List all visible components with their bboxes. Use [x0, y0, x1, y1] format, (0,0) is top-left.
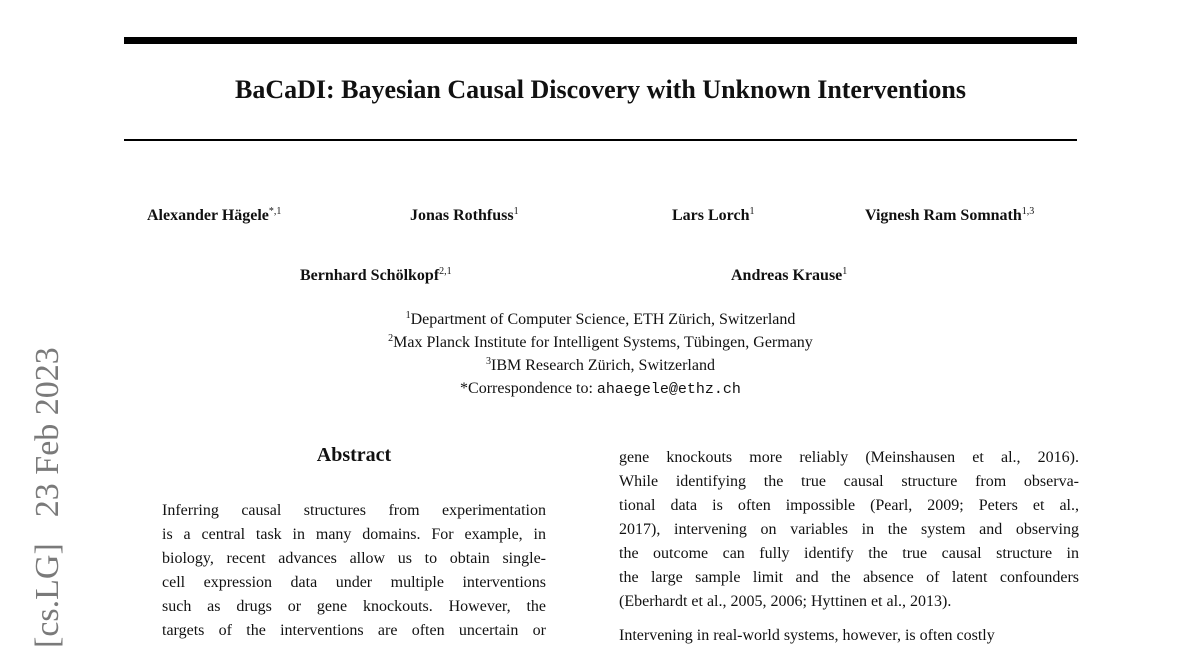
- body-line: While identifying the true causal structure from observa-: [619, 473, 1079, 490]
- author-6: Andreas Krause$^1$: [731, 266, 848, 284]
- abstract-line: is a central task in many domains. For example, in: [162, 526, 546, 543]
- affiliation-1: $^1$Department of Computer Science, ETH Zürich, Switzerland: [405, 310, 796, 328]
- affiliations: [124, 308, 1077, 401]
- body-line: gene knockouts more reliably (Meinshausen et al., 2016).: [619, 449, 1079, 466]
- body-line: 2017), intervening on variables in the system and observing: [619, 521, 1079, 538]
- email-link[interactable]: ahaegele@ethz.ch: [596, 381, 741, 398]
- arxiv-category: [cs.LG]: [29, 543, 66, 648]
- body-line: Intervening in real-world systems, however, is often costly: [619, 627, 995, 644]
- author-5: Bernhard Schölkopf$^{2,1}$: [300, 266, 452, 284]
- body-line: tional data is often impossible (Pearl, 2009; Peters et al.,: [619, 497, 1079, 514]
- affiliation-2: $^2$Max Planck Institute for Intelligent Systems, Tübingen, Germany: [388, 333, 813, 351]
- author-2: Jonas Rothfuss$^1$: [410, 206, 519, 224]
- correspondence: *Correspondence to: ahaegele@ethz.ch: [460, 380, 741, 398]
- paper-title: BaCaDI: Bayesian Causal Discovery with Unknown Interventions: [235, 75, 966, 104]
- top-rule: [124, 37, 1077, 44]
- abstract-line: Inferring causal structures from experimentation: [162, 502, 546, 519]
- abstract-line: biology, recent advances allow us to obtain single-: [162, 550, 546, 567]
- abstract-line: cell expression data under multiple interventions: [162, 574, 546, 591]
- author-4: Vignesh Ram Somnath$^{1,3}$: [865, 206, 1035, 224]
- affiliation-3: $^3$IBM Research Zürich, Switzerland: [486, 356, 715, 374]
- arxiv-date: 23 Feb 2023: [29, 347, 66, 518]
- arxiv-stamp: [28, 347, 68, 648]
- title-rule: [124, 139, 1077, 141]
- abstract-line: targets of the interventions are often uncertain or: [162, 622, 546, 639]
- body-line: the large sample limit and the absence of latent confounders: [619, 569, 1079, 586]
- author-3: Lars Lorch$^1$: [672, 206, 755, 224]
- body-line: the outcome can fully identify the true causal structure in: [619, 545, 1079, 562]
- body-line: (Eberhardt et al., 2005, 2006; Hyttinen et al., 2013).: [619, 593, 952, 610]
- author-1: Alexander Hägele$^{*,1}$: [147, 206, 282, 224]
- abstract-line: such as drugs or gene knockouts. However, the: [162, 598, 546, 615]
- abstract-heading: Abstract: [316, 444, 392, 466]
